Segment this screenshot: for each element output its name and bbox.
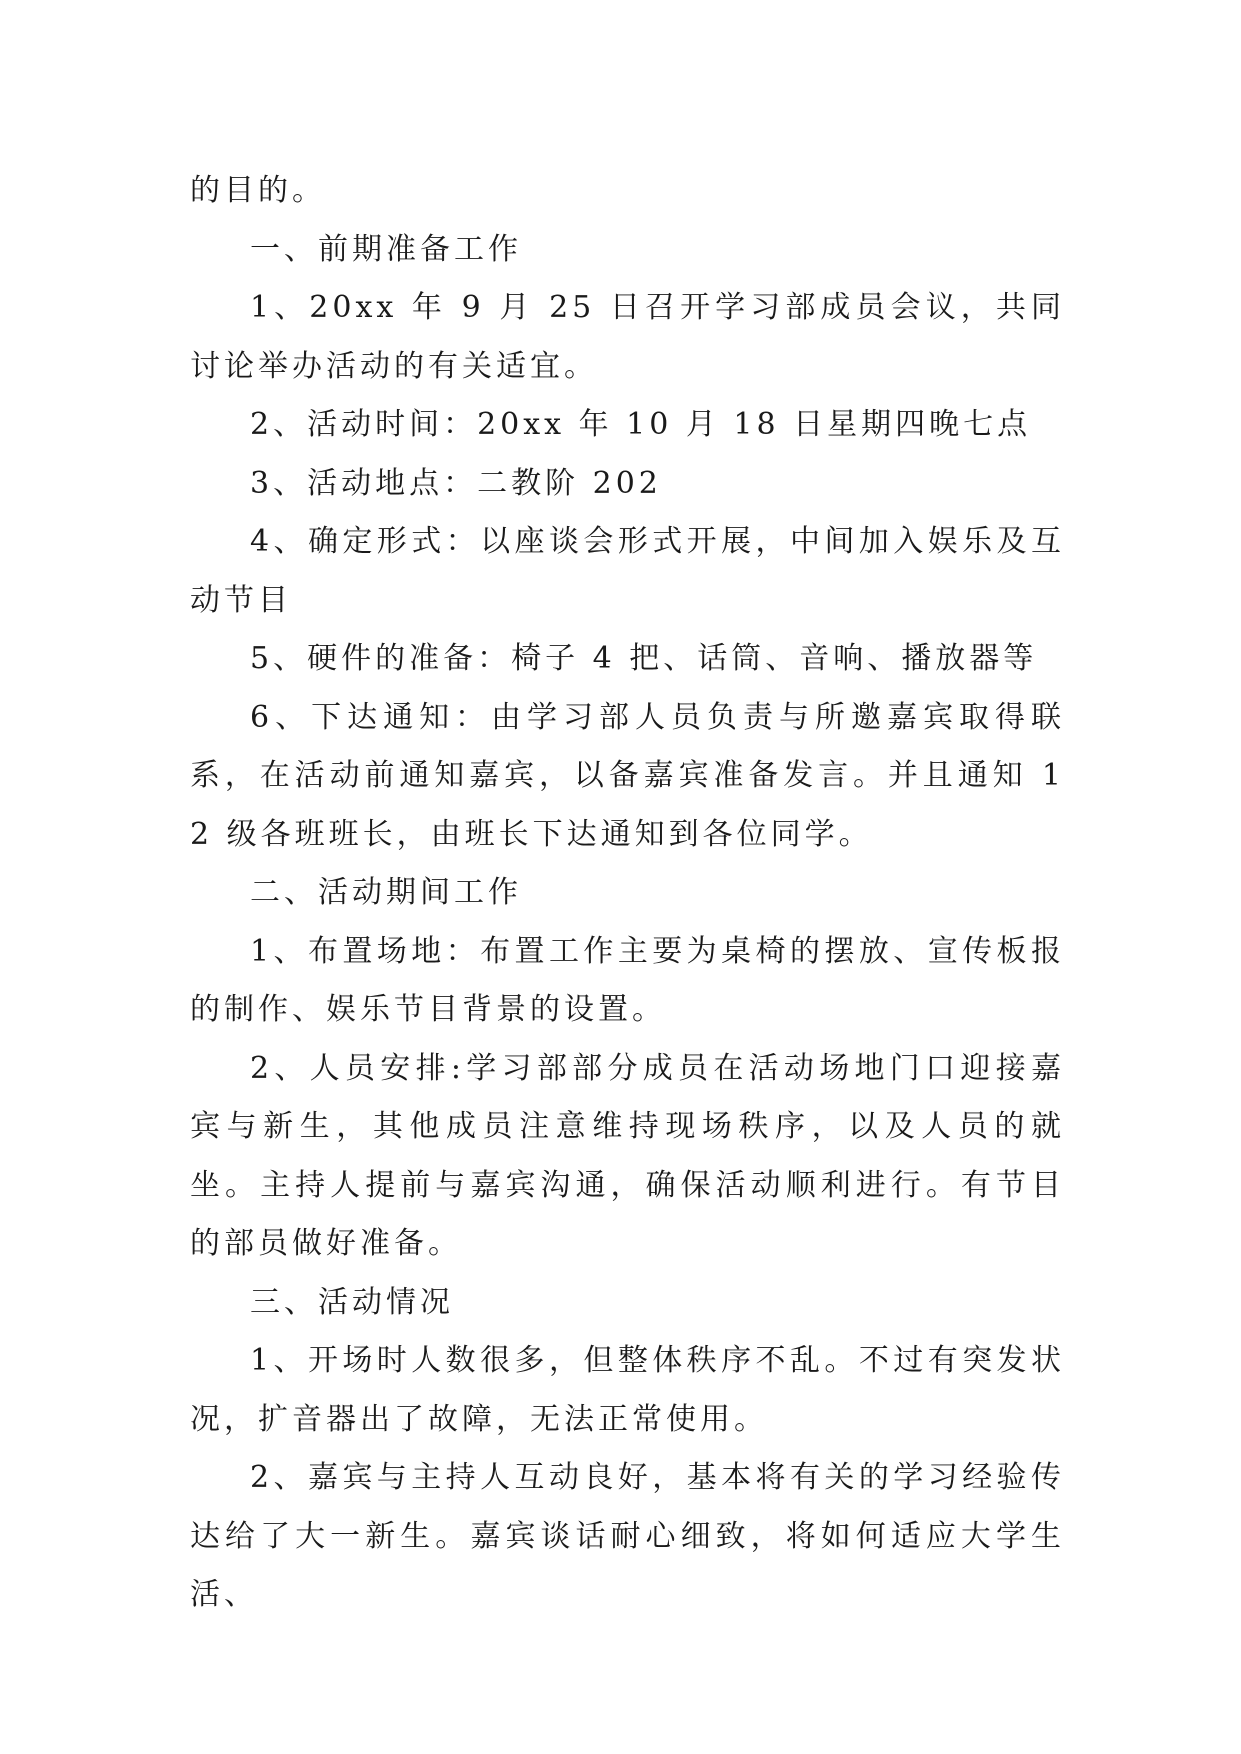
paragraph-activity-location: 3、活动地点：二教阶 202: [250, 465, 662, 501]
paragraph-staffing: 2、人员安排:学习部部分成员在活动场地门口迎接嘉宾与新生，其他成员注意维持现场秩序，以及人员的就坐。主持人提前与嘉宾沟通，确保活动顺利进行。有节目的部员做好准备。: [190, 1050, 1065, 1261]
section-heading-situation: 三、活动情况: [250, 1284, 454, 1320]
paragraph-venue-setup: 1、布置场地：布置工作主要为桌椅的摆放、宣传板报的制作、娱乐节目背景的设置。: [190, 933, 1065, 1027]
paragraph-hardware: 5、硬件的准备：椅子 4 把、话筒、音响、播放器等: [250, 641, 1038, 676]
section-heading-during: 二、活动期间工作: [250, 875, 522, 910]
paragraph-activity-time: 2、活动时间：20xx 年 10 月 18 日星期四晚七点: [250, 407, 1032, 442]
paragraph-meeting: 1、20xx 年 9 月 25 日召开学习部成员会议，共同讨论举办活动的有关适宜。: [190, 290, 1065, 384]
paragraph-notification: 6、下达通知：由学习部人员负责与所邀嘉宾取得联系，在活动前通知嘉宾，以备嘉宾准备发言。并且通知 12 级各班班长，由班长下达通知到各位同学。: [190, 699, 1065, 852]
paragraph-interaction: 2、嘉宾与主持人互动良好，基本将有关的学习经验传达给了大一新生。嘉宾谈话耐心细致，将如何适应大学生活、: [190, 1460, 1065, 1612]
paragraph-opening: 1、开场时人数很多，但整体秩序不乱。不过有突发状况，扩音器出了故障，无法正常使用。: [190, 1343, 1065, 1437]
section-heading-preparation: 一、前期准备工作: [250, 231, 522, 267]
document-body: [190, 162, 1065, 1625]
paragraph-continuation: 的目的。: [190, 173, 326, 208]
paragraph-format: 4、确定形式：以座谈会形式开展，中间加入娱乐及互动节目: [190, 524, 1065, 618]
